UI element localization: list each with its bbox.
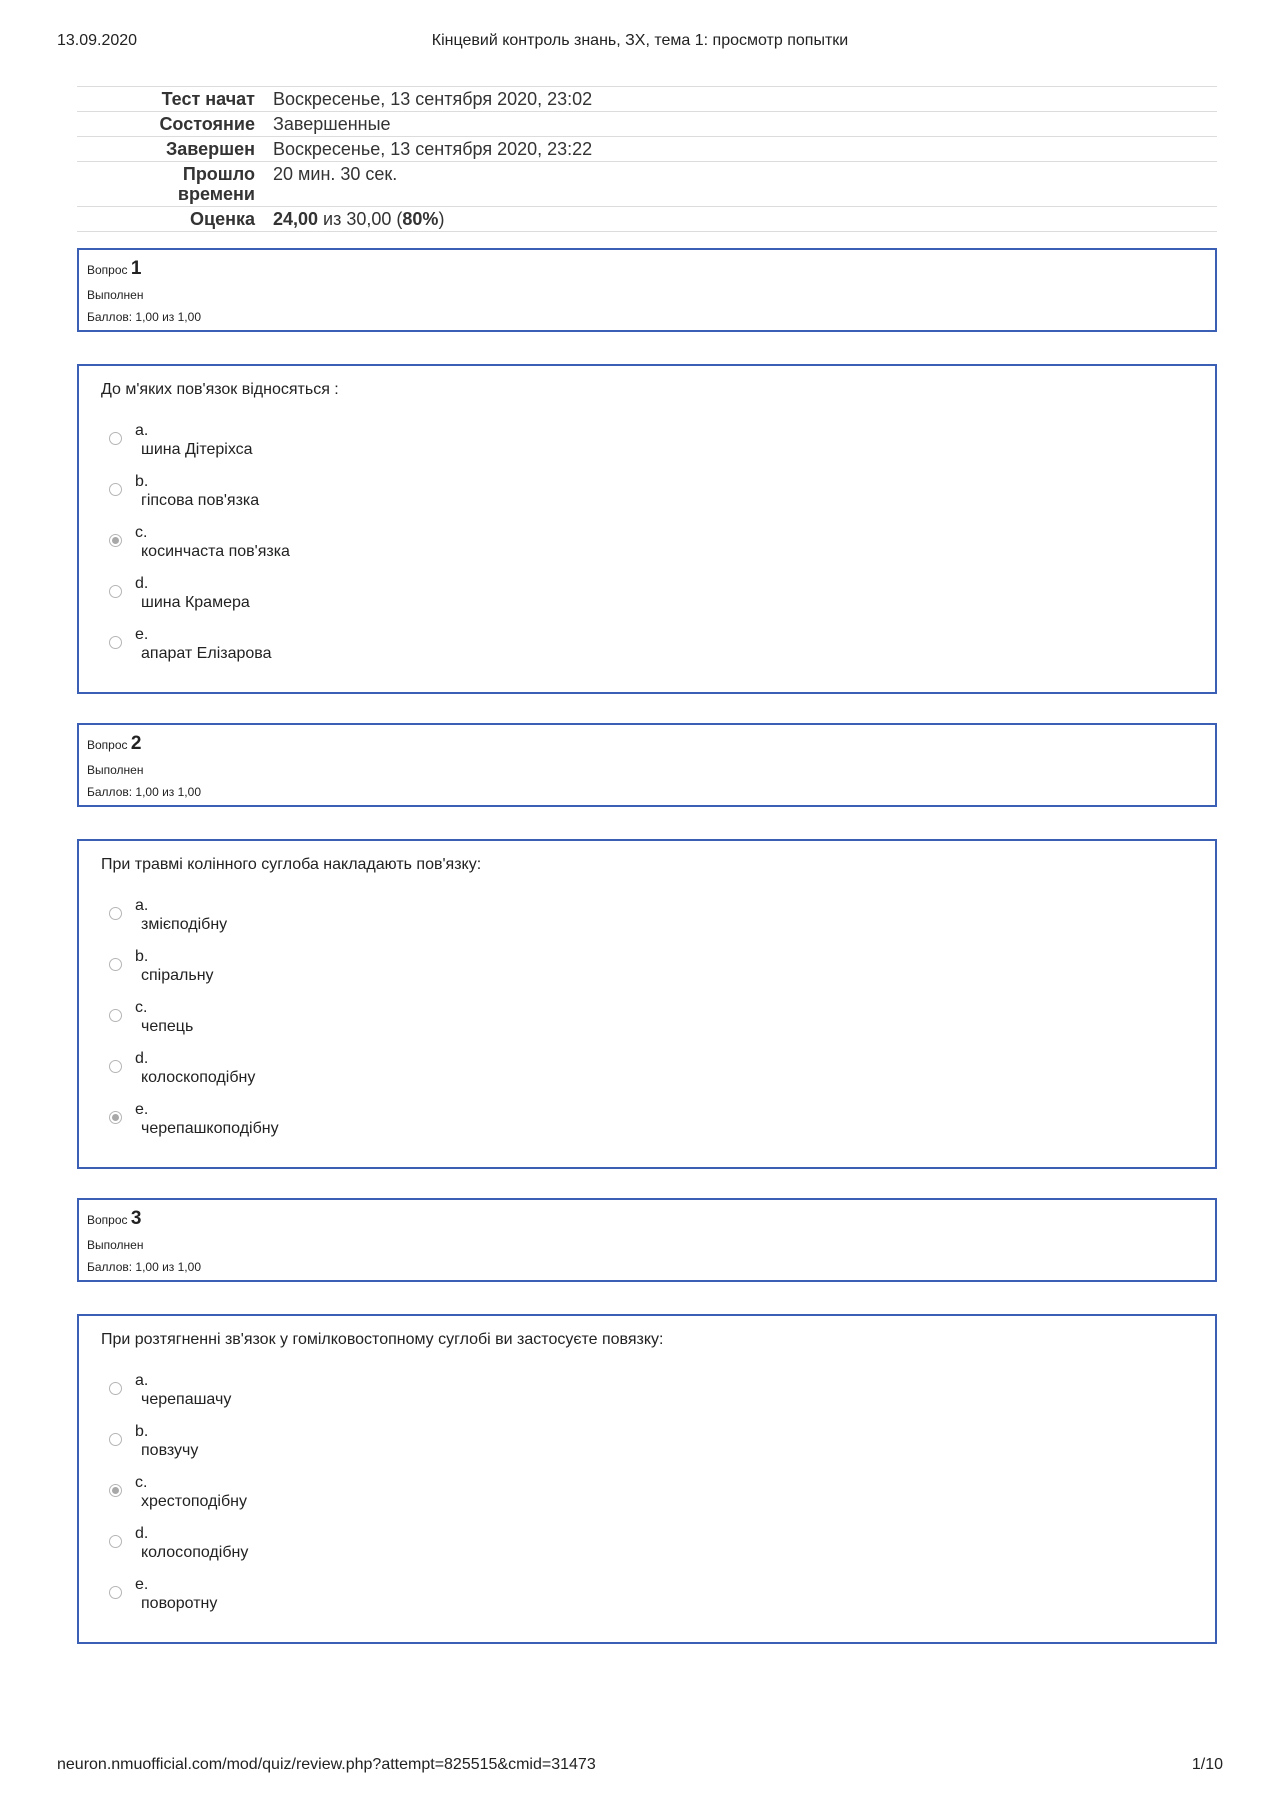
radio-button[interactable] (109, 432, 122, 445)
grade-of: из 30,00 ( (318, 209, 403, 229)
answer-option[interactable] (101, 524, 1193, 575)
summary-row-grade (77, 207, 1217, 232)
question-content-3 (77, 1314, 1217, 1644)
question-state: Выполнен (87, 288, 144, 302)
answer-text: колосоподібну (141, 1544, 249, 1561)
summary-row-completed (77, 137, 1217, 162)
answer-text: шина Крамера (141, 594, 250, 611)
time-taken-value: 20 мин. 30 сек. (273, 164, 398, 184)
radio-button[interactable] (109, 958, 122, 971)
answer-text: змієподібну (141, 916, 228, 933)
answer-option[interactable] (101, 1525, 1193, 1576)
answer-option[interactable] (101, 575, 1193, 626)
summary-row-time (77, 162, 1217, 207)
answer-text: косинчаста пов'язка (141, 543, 290, 560)
answer-letter: e. (135, 1101, 149, 1118)
state-label: Состояние (159, 114, 255, 134)
question-text: При травмі колінного суглоба накладають пов'язку: (101, 856, 482, 873)
answer-letter: b. (135, 948, 149, 965)
question-label: Вопрос (87, 263, 128, 277)
answer-text: поворотну (141, 1595, 218, 1612)
summary-row-state (77, 112, 1217, 137)
answer-option[interactable] (101, 1576, 1193, 1627)
radio-button[interactable] (109, 636, 122, 649)
started-value: Воскресенье, 13 сентября 2020, 23:02 (273, 89, 593, 109)
print-header (57, 32, 1223, 54)
answer-text: колоскоподібну (141, 1069, 256, 1086)
answer-letter: a. (135, 422, 149, 439)
question-marks: Баллов: 1,00 из 1,00 (87, 310, 201, 324)
answer-letter: b. (135, 473, 149, 490)
answer-letter: c. (135, 1474, 148, 1491)
question-number: 2 (130, 733, 142, 754)
answer-option[interactable] (101, 1423, 1193, 1474)
answer-list (101, 422, 1193, 677)
question-info-3 (77, 1198, 1217, 1282)
answer-text: повзучу (141, 1442, 199, 1459)
print-date: 13.09.2020 (57, 32, 138, 49)
time-label-line-2: времени (177, 184, 255, 204)
answer-letter: e. (135, 626, 149, 643)
answer-option[interactable] (101, 1101, 1193, 1152)
answer-letter: b. (135, 1423, 149, 1440)
answer-letter: a. (135, 897, 149, 914)
summary-row-started (77, 87, 1217, 112)
question-state: Выполнен (87, 763, 144, 777)
question-info-1 (77, 248, 1217, 332)
radio-button-selected[interactable] (109, 1111, 122, 1124)
radio-button[interactable] (109, 1586, 122, 1599)
page-url: neuron.nmuofficial.com/mod/quiz/review.php?attempt=825515&cmid=31473 (57, 1756, 596, 1773)
grade-label: Оценка (190, 209, 255, 229)
radio-button[interactable] (109, 907, 122, 920)
question-content-2 (77, 839, 1217, 1169)
answer-text: апарат Елізарова (141, 645, 272, 662)
answer-letter: a. (135, 1372, 149, 1389)
question-marks: Баллов: 1,00 из 1,00 (87, 1260, 201, 1274)
question-text: До м'яких пов'язок відносяться : (101, 381, 339, 398)
grade-percent: 80% (402, 209, 439, 229)
radio-button[interactable] (109, 585, 122, 598)
question-info-2 (77, 723, 1217, 807)
answer-letter: e. (135, 1576, 149, 1593)
answer-option[interactable] (101, 897, 1193, 948)
radio-button-selected[interactable] (109, 534, 122, 547)
radio-button[interactable] (109, 1009, 122, 1022)
answer-letter: d. (135, 575, 149, 592)
completed-label: Завершен (165, 139, 255, 159)
question-text: При розтягненні зв'язок у гомілковостопному суглобі ви застосуєте повязку: (101, 1331, 664, 1348)
answer-text: чепець (141, 1018, 194, 1035)
radio-button[interactable] (109, 1060, 122, 1073)
answer-option[interactable] (101, 1474, 1193, 1525)
answer-text: гіпсова пов'язка (141, 492, 260, 509)
answer-text: хрестоподібну (141, 1493, 247, 1510)
completed-value: Воскресенье, 13 сентября 2020, 23:22 (273, 139, 593, 159)
radio-button[interactable] (109, 1433, 122, 1446)
time-label-line-1: Прошло (182, 164, 255, 184)
answer-text: спіральну (141, 967, 214, 984)
question-state: Выполнен (87, 1238, 144, 1252)
radio-button[interactable] (109, 1382, 122, 1395)
page-number: 1/10 (1191, 1756, 1223, 1773)
time-taken-label (77, 162, 273, 207)
answer-option[interactable] (101, 948, 1193, 999)
answer-list (101, 897, 1193, 1152)
question-number: 1 (130, 258, 142, 279)
answer-option[interactable] (101, 999, 1193, 1050)
grade-value (273, 207, 1217, 232)
answer-letter: c. (135, 999, 148, 1016)
state-value: Завершенные (273, 114, 391, 134)
grade-score: 24,00 (273, 209, 319, 229)
answer-option[interactable] (101, 473, 1193, 524)
radio-button[interactable] (109, 1535, 122, 1548)
answer-letter: c. (135, 524, 148, 541)
answer-option[interactable] (101, 1372, 1193, 1423)
answer-list (101, 1372, 1193, 1627)
question-marks: Баллов: 1,00 из 1,00 (87, 785, 201, 799)
answer-option[interactable] (101, 422, 1193, 473)
question-label: Вопрос (87, 1213, 128, 1227)
answer-letter: d. (135, 1050, 149, 1067)
answer-text: шина Дітеріхса (141, 441, 253, 458)
question-label: Вопрос (87, 738, 128, 752)
answer-text: черепашкоподібну (141, 1120, 279, 1137)
answer-option[interactable] (101, 626, 1193, 677)
question-content-1 (77, 364, 1217, 694)
question-number: 3 (130, 1208, 142, 1229)
answer-text: черепашачу (141, 1391, 232, 1408)
started-label: Тест начат (161, 89, 255, 109)
radio-button-selected[interactable] (109, 1484, 122, 1497)
answer-letter: d. (135, 1525, 149, 1542)
page-title: Кінцевий контроль знань, ЗХ, тема 1: просмотр попытки (431, 32, 849, 49)
attempt-summary-table (77, 86, 1217, 232)
answer-option[interactable] (101, 1050, 1193, 1101)
grade-close: ) (438, 209, 445, 229)
radio-button[interactable] (109, 483, 122, 496)
